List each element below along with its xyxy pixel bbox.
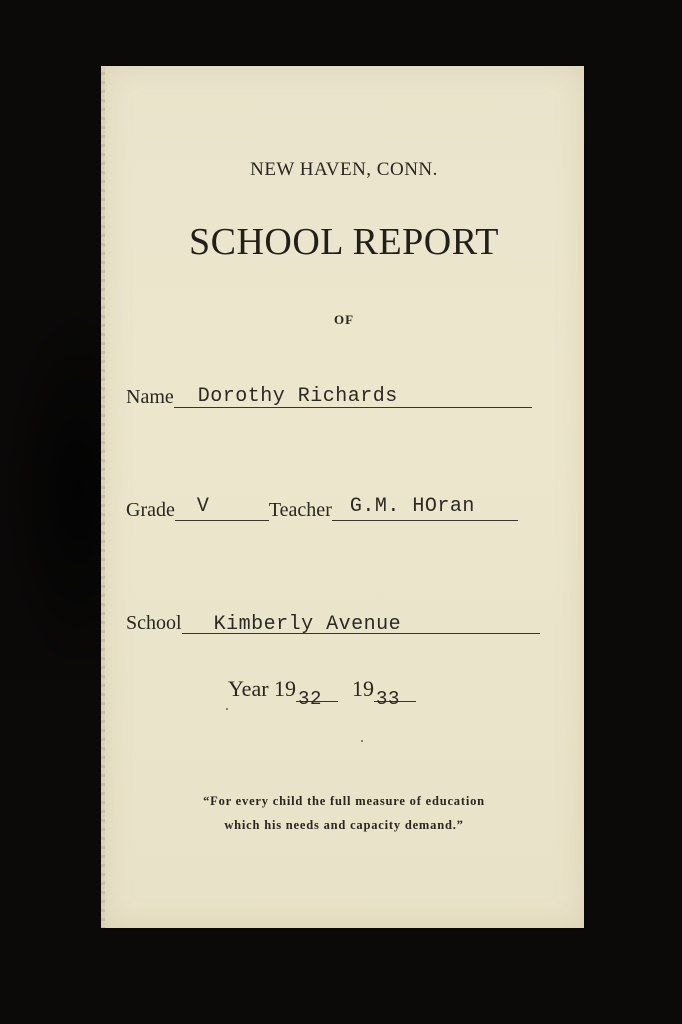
report-title: SCHOOL REPORT bbox=[188, 221, 500, 263]
school-row bbox=[126, 607, 540, 634]
motto-line-2: which his needs and capacity demand.” bbox=[224, 818, 464, 832]
year-end-value: 33 bbox=[376, 688, 400, 710]
school-value: Kimberly Avenue bbox=[213, 613, 402, 636]
of-label: OF bbox=[333, 312, 355, 327]
school-label: School bbox=[126, 612, 182, 634]
grade-value: V bbox=[196, 495, 210, 518]
year-start-field bbox=[296, 679, 338, 710]
city-heading: NEW HAVEN, CONN. bbox=[250, 159, 438, 180]
name-row bbox=[126, 381, 532, 408]
year-label: Year 19 bbox=[228, 676, 297, 701]
motto-line-1: “For every child the full measure of education bbox=[203, 794, 485, 808]
year-row bbox=[228, 676, 430, 710]
paper-speck bbox=[361, 740, 363, 742]
year-mid-label: 19 bbox=[352, 676, 375, 701]
teacher-label: Teacher bbox=[268, 499, 332, 521]
background-shadow bbox=[0, 300, 110, 680]
grade-label: Grade bbox=[126, 499, 175, 521]
grade-row bbox=[126, 494, 518, 521]
year-end-field bbox=[374, 679, 416, 710]
name-field bbox=[174, 381, 532, 408]
year-start-value: 32 bbox=[298, 688, 322, 710]
motto bbox=[104, 789, 584, 837]
school-report-card bbox=[104, 66, 584, 928]
paper-speck bbox=[226, 708, 228, 710]
grade-field bbox=[175, 494, 269, 521]
name-label: Name bbox=[126, 386, 174, 408]
teacher-field bbox=[332, 494, 518, 521]
school-field bbox=[182, 607, 540, 634]
name-value: Dorothy Richards bbox=[197, 385, 398, 408]
teacher-value: G.M. HOran bbox=[349, 495, 475, 518]
